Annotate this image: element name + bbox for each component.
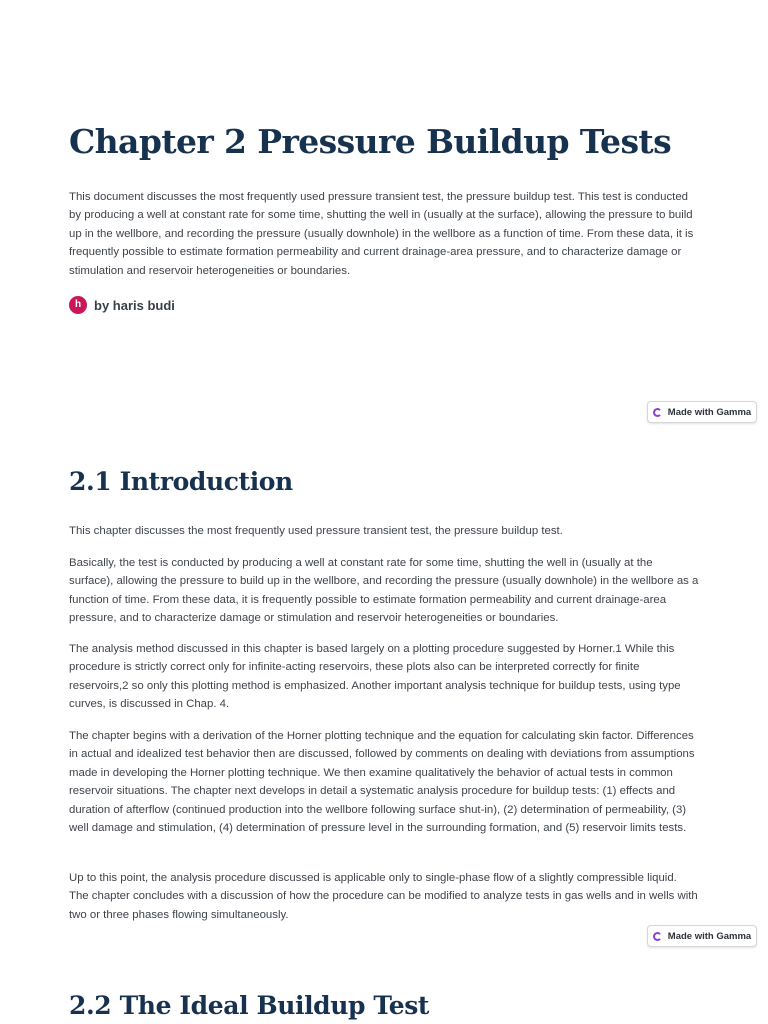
gamma-badge-label: Made with Gamma [667, 930, 752, 942]
author-avatar: h [69, 296, 87, 314]
intro-paragraph-5: Up to this point, the analysis procedure discussed is applicable only to single-phase flow of a slightly compressible liquid. The chapter concludes with a discussion of how the procedure can be modified to analyze tests in gas wells and in wells with two or three phases flowing simultaneously. [69, 872, 698, 921]
document-summary: This document discusses the most frequently used pressure transient test, the pressure buildup test. This test is conducted by producing a well at constant rate for some time, shutting the well in (usually at the surface), allowing the pressure to build up in the wellbore, and recording the pressure (usually downhole) in the wellbore as a function of time. From these data, it is frequently possible to estimate formation permeability and current drainage-area pressure, and to characterize damage or stimulation and reservoir heterogeneities or boundaries. [69, 191, 694, 277]
intro-paragraph-3: The analysis method discussed in this chapter is based largely on a plotting procedure suggested by Horner.1 While this procedure is strictly correct only for infinite-acting reservoirs, these plots also can be interpreted correctly for finite reservoirs,2 so only this plotting method is emphasized. Another important analysis technique for buildup tests, using type curves, is discussed in Chap. 4. [69, 643, 681, 711]
intro-paragraph-4: The chapter begins with a derivation of the Horner plotting technique and the equation for calculating skin factor. Differences in actual and idealized test behavior then are discussed, followed by comments on dealing with deviations from assumptions made in developing the Horner plotting technique. We then examine qualitatively the behavior of actual tests in common reservoir situations. The chapter next develops in detail a systematic analysis procedure for buildup tests: (1) effects and duration of afterflow (continued production into the wellbore following surface shut-in), (2) determination of permeability, (3) well damage and stimulation, (4) determination of pressure level in the surrounding formation, and (5) reservoir limits tests. [69, 730, 695, 835]
author-name: by haris budi [94, 297, 175, 313]
section-heading-introduction: 2.1 Introduction [69, 467, 293, 496]
author-byline[interactable] [69, 296, 175, 314]
gamma-logo-icon [653, 932, 662, 941]
gamma-logo-icon [653, 408, 662, 417]
section-heading-ideal-buildup-test: 2.2 The Ideal Buildup Test [69, 991, 430, 1020]
intro-paragraph-2: Basically, the test is conducted by producing a well at constant rate for some time, shutting the well in (usually at the surface), allowing the pressure to build up in the wellbore, and recording the pressure (usually downhole) in the wellbore as a function of time. From these data, it is frequently possible to estimate formation permeability and current drainage-area pressure, and to characterize damage or stimulation and reservoir heterogeneities or boundaries. [69, 557, 699, 625]
page-title: Chapter 2 Pressure Buildup Tests [69, 122, 672, 161]
made-with-gamma-button[interactable] [647, 401, 757, 423]
made-with-gamma-button[interactable] [647, 925, 757, 947]
intro-paragraph-1: This chapter discusses the most frequently used pressure transient test, the pressure buildup test. [69, 525, 563, 537]
gamma-badge-label: Made with Gamma [667, 406, 752, 418]
